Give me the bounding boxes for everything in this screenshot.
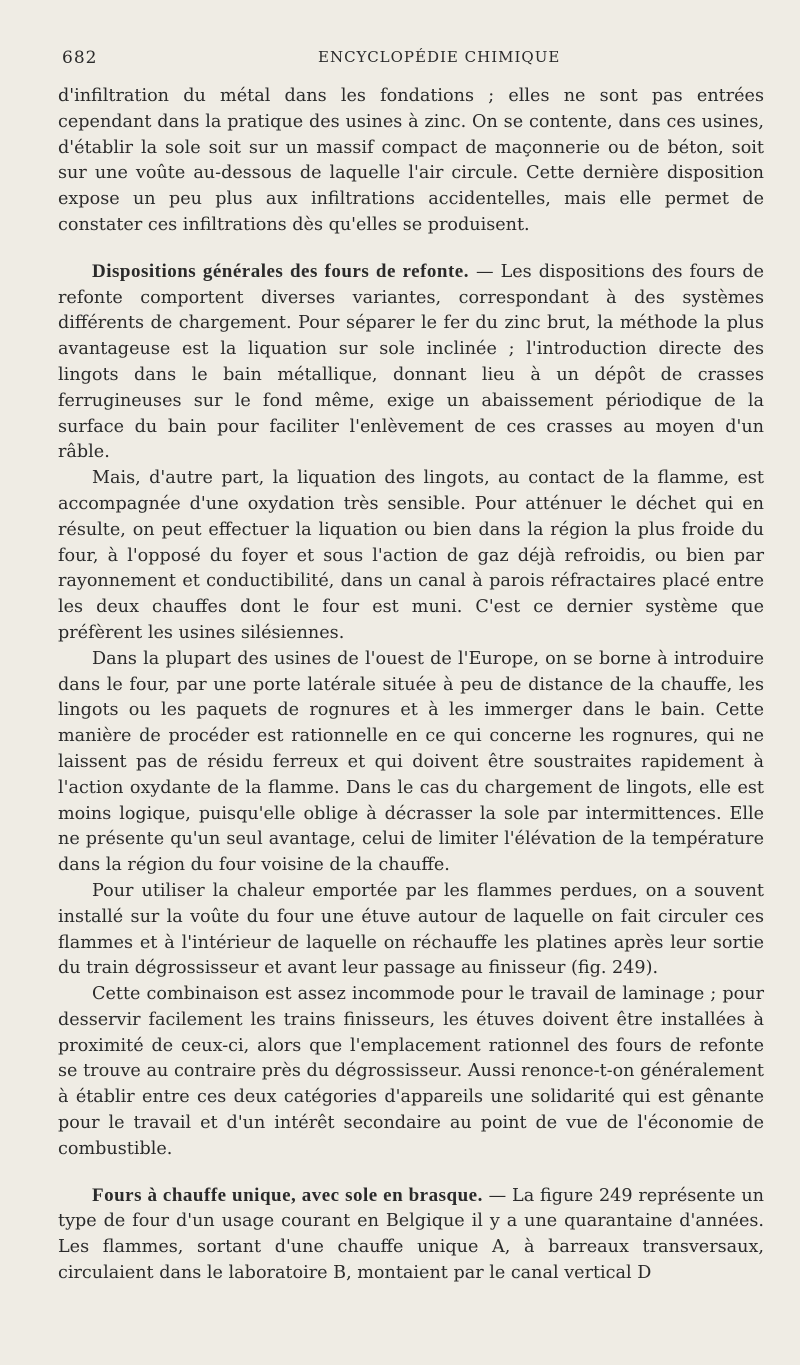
heading-dash: — (475, 261, 494, 282)
page-number: 682 (62, 48, 98, 68)
paragraph-continuation: d'infiltration du métal dans les fondations ; elles ne sont pas entrées cependant dans la pratique des usines à zinc. On se contente, dans ces usines, d'établir la sole soit sur un massif compact de maçonnerie ou de béton, soit sur une voûte au-dessous de laquelle l'air circule. Cette dernière disposition expose un peu plus aux infiltrations accidentelles, mais elle permet de constater ces infiltrations dès qu'elles se produisent. (58, 86, 764, 235)
page-header (58, 46, 764, 74)
running-title: ENCYCLOPÉDIE CHIMIQUE (318, 48, 561, 66)
section-heading-fours-chauffe: Fours à chauffe unique, avec sole en brasque. (92, 1184, 483, 1206)
section-fours-chauffe (58, 1183, 764, 1287)
paragraph-dispositions: Les dispositions des fours de refonte comportent diverses variantes, correspondant à des systèmes différents de chargement. Pour séparer le fer du zinc brut, la méthode la plus avantageuse est la liquation sur sole inclinée ; l'introduction directe des lingots dans le bain métallique, donnant lieu à un dépôt de crasses ferrugineuses sur le fond même, exige un abaissement périodique de la surface du bain pour faciliter l'enlèvement de ces crasses au moyen d'un râble. (58, 261, 765, 463)
paragraph-combinaison: Cette combinaison est assez incommode pour le travail de laminage ; pour desservir facilement les trains finisseurs, les étuves doivent être installées à proximité de ceux-ci, alors que l'emplacement rationnel des fours de refonte se trouve au contraire près du dégrossisseur. Aussi renonce-t-on généralement à établir entre ces deux catégories d'appareils une solidarité qui est gênante pour le travail et d'un intérêt secondaire au point de vue de l'économie de combustible. (58, 984, 764, 1159)
section-dispositions (58, 259, 764, 466)
body-text (58, 84, 764, 1287)
paragraph-figure-249: La figure 249 représente un type de four d'un usage courant en Belgique il y a une quarantaine d'années. Les flammes, sortant d'une chauffe unique A, à barreaux transversaux, circulaient dans le laboratoire B, montaient par le canal vertical D (58, 1185, 765, 1284)
heading-dash: — (488, 1185, 507, 1206)
paragraph-chaleur: Pour utiliser la chaleur emportée par les flammes perdues, on a souvent installé sur la voûte du four une étuve autour de laquelle on fait circuler ces flammes et à l'intérieur de laquelle on réchauffe les platines après leur sortie du train dégrossisseur et avant leur passage au finisseur (fig. 249). (58, 880, 764, 979)
paragraph-ouest-europe: Dans la plupart des usines de l'ouest de l'Europe, on se borne à introduire dans le four, par une porte latérale située à peu de distance de la chauffe, les lingots ou les paquets de rognures et à les immerger dans le bain. Cette manière de procéder est rationnelle en ce qui concerne les rognures, qui ne laissent pas de résidu ferreux et qui doivent être soustraites rapidement à l'action oxydante de la flamme. Dans le cas du chargement de lingots, elle est moins logique, puisqu'elle oblige à décrasser la sole par intermittences. Elle ne présente qu'un seul avantage, celui de limiter l'élévation de la température dans la région du four voisine de la chauffe. (58, 648, 764, 876)
paragraph-liquation: Mais, d'autre part, la liquation des lingots, au contact de la flamme, est accompagnée d'une oxydation très sensible. Pour atténuer le déchet qui en résulte, on peut effectuer la liquation ou bien dans la région la plus froide du four, à l'opposé du foyer et sous l'action de gaz déjà refroidis, ou bien par rayonnement et conductibilité, dans un canal à parois réfractaires placé entre les deux chauffes dont le four est muni. C'est ce dernier système que préfèrent les usines silésiennes. (58, 468, 764, 643)
section-heading-dispositions: Dispositions générales des fours de refonte. (92, 260, 469, 282)
